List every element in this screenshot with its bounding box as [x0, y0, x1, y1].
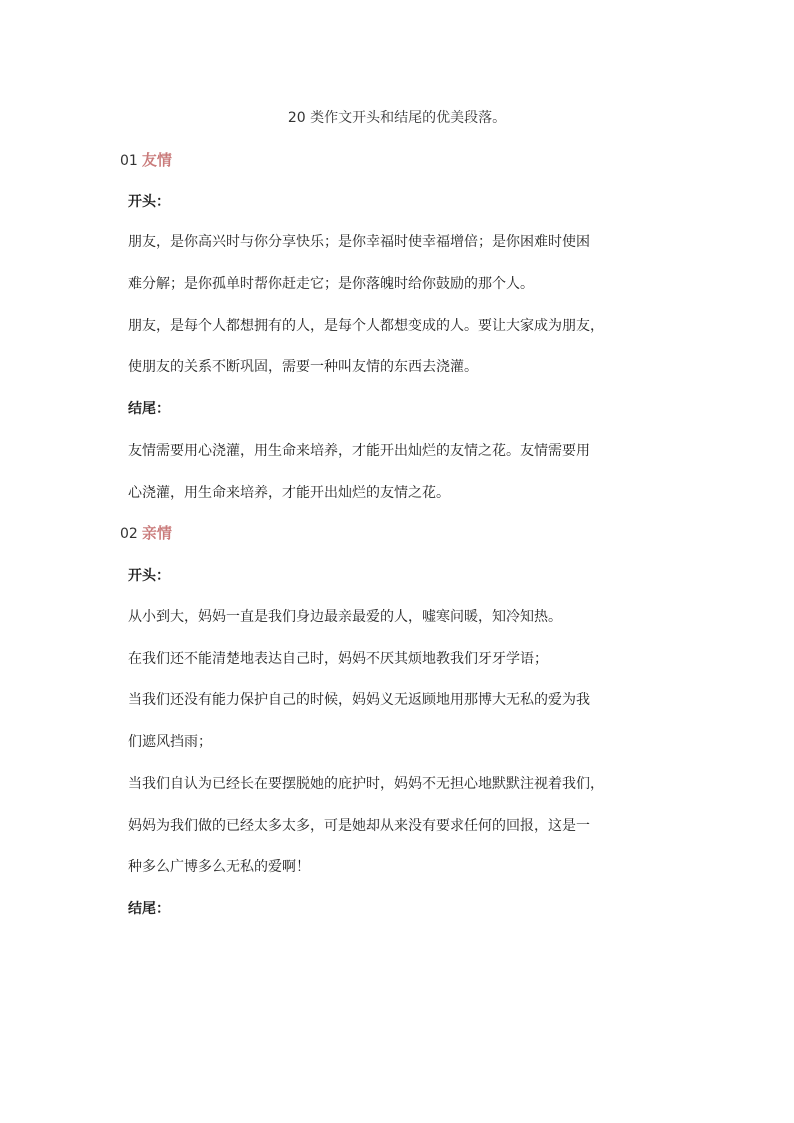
paragraph-line: 朋友，是每个人都想拥有的人，是每个人都想变成的人。要让大家成为朋友， — [128, 318, 604, 334]
paragraph-line: 朋友，是你高兴时与你分享快乐；是你幸福时使幸福增倍；是你困难时使困 — [128, 234, 590, 250]
paragraph-line: 当我们自认为已经长在要摆脱她的庇护时，妈妈不无担心地默默注视着我们， — [128, 776, 604, 792]
section-heading-friendship — [120, 150, 172, 171]
ending-label: 结尾： — [128, 401, 170, 417]
paragraph-line: 在我们还不能清楚地表达自己时，妈妈不厌其烦地教我们牙牙学语； — [128, 651, 548, 667]
section-number: 01 — [120, 153, 138, 169]
paragraph-line: 妈妈为我们做的已经太多太多，可是她却从来没有要求任何的回报，这是一 — [128, 818, 590, 834]
paragraph-line: 种多么广博多么无私的爱啊！ — [128, 859, 310, 875]
paragraph-line: 使朋友的关系不断巩固，需要一种叫友情的东西去浇灌。 — [128, 359, 478, 375]
paragraph-line: 难分解；是你孤单时帮你赶走它；是你落魄时给你鼓励的那个人。 — [128, 276, 534, 292]
ending-label: 结尾： — [128, 901, 170, 917]
paragraph-line: 们遮风挡雨； — [128, 734, 212, 750]
document-title: 20 类作文开头和结尾的优美段落。 — [287, 110, 507, 126]
section-name: 亲情 — [141, 524, 172, 542]
opening-label: 开头： — [128, 194, 170, 210]
section-number: 02 — [120, 526, 138, 542]
opening-label: 开头： — [128, 568, 170, 584]
paragraph-line: 心浇灌，用生命来培养，才能开出灿烂的友情之花。 — [128, 485, 450, 501]
paragraph-line: 从小到大，妈妈一直是我们身边最亲最爱的人，嘘寒问暖，知冷知热。 — [128, 609, 562, 625]
paragraph-line: 当我们还没有能力保护自己的时候，妈妈义无返顾地用那博大无私的爱为我 — [128, 692, 590, 708]
paragraph-line: 友情需要用心浇灌，用生命来培养，才能开出灿烂的友情之花。友情需要用 — [128, 443, 590, 459]
section-name: 友情 — [141, 151, 172, 169]
section-heading-family — [120, 523, 172, 544]
